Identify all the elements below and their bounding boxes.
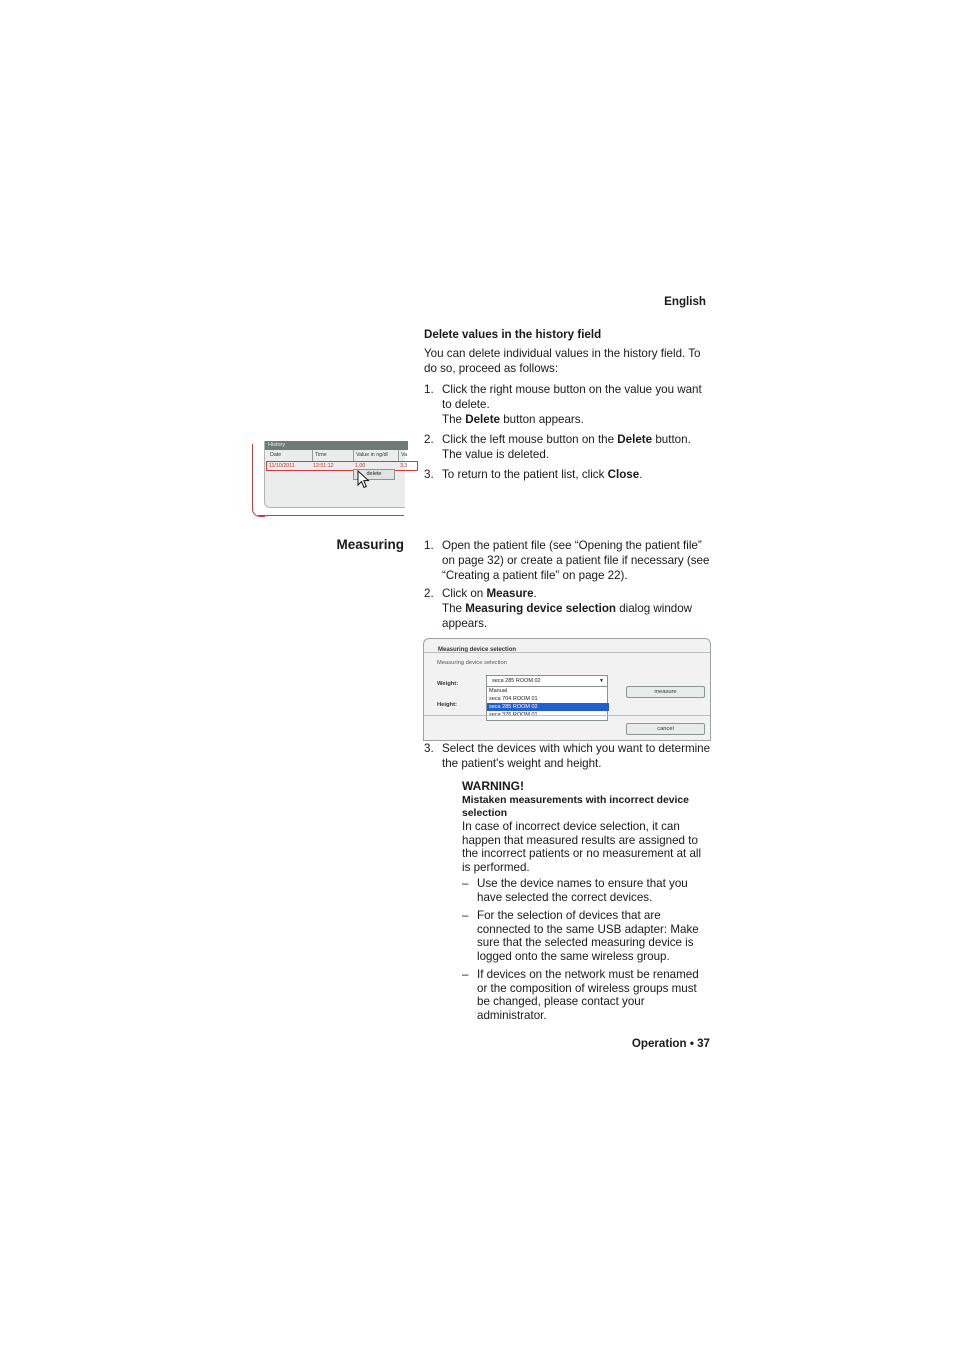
step-text: To return to the patient list, click Close. (442, 468, 643, 481)
warning-subtitle: Mistaken measurements with incorrect device selection (462, 795, 689, 819)
device-option[interactable]: Manual (489, 688, 508, 694)
step-text: Click the left mouse button on the Delete button. (442, 433, 691, 446)
step-number: 1. (424, 383, 434, 396)
delete-step-3 (424, 467, 714, 482)
column-va: Va (398, 450, 407, 461)
measure-step-1 (424, 538, 714, 583)
step-number: 2. (424, 433, 434, 446)
divider (424, 652, 710, 653)
warning-body: In case of incorrect device selection, it can happen that measured results are assigned to the incorrect patients or no measurement at all is performed. (462, 820, 702, 874)
step-result: The value is deleted. (442, 448, 549, 461)
warning-bullet-1: – Use the device names to ensure that you have selected the correct devices. (462, 877, 712, 904)
column-time: Time (312, 450, 327, 461)
row-date: 11/10/2011 (269, 463, 295, 469)
warning-title: WARNING! (462, 779, 524, 793)
device-option[interactable]: seca 376 ROOM 01 (489, 712, 538, 718)
step-number: 1. (424, 539, 434, 552)
cancel-button[interactable]: cancel (626, 723, 705, 735)
height-label: Height: (437, 702, 457, 708)
column-date: Date (270, 452, 282, 458)
dropdown-arrow-icon[interactable]: ▼ (599, 678, 604, 684)
step-text: Open the patient file (see “Opening the patient file” on page 32) or create a patient file if necessary (see “Creating a patient file” on page 22). (442, 539, 710, 582)
measure-step-3 (424, 741, 714, 771)
selected-device: seca 285 ROOM 02 (492, 678, 541, 684)
history-row-selected[interactable] (266, 461, 418, 471)
step-text: Select the devices with which you want to determine the patient's weight and height. (442, 742, 711, 770)
step-result: The Measuring device selection dialog window appears. (442, 602, 693, 630)
row-value: 1.00 (355, 463, 366, 469)
weight-label: Weight: (437, 681, 459, 687)
page-footer: Operation • 37 (631, 1037, 710, 1050)
step-number: 3. (424, 742, 434, 755)
divider (424, 715, 710, 716)
warning-bullet-2: – For the selection of devices that are connected to the same USB adapter: Make sure that the selected measuring device is logged onto the same wireless group. (462, 909, 712, 963)
column-value: Value in ng/dl (353, 450, 388, 461)
step-number: 2. (424, 587, 434, 600)
section-title-delete-values: Delete values in the history field (424, 328, 602, 341)
row-time: 12:51:12 (313, 463, 334, 469)
step-result: The Delete button appears. (442, 413, 584, 426)
callout-bracket-line (258, 515, 404, 516)
warning-bullet-3: – If devices on the network must be renamed or the composition of wireless groups must be changed, please contact your administrator. (462, 968, 712, 1022)
dialog-title: Measuring device selection (438, 647, 517, 653)
bullet-text: If devices on the network must be renamed or the composition of wireless groups must be changed, please contact your administrator. (477, 968, 699, 1022)
device-option[interactable]: seca 704 ROOM 01 (489, 696, 538, 702)
bullet-text: For the selection of devices that are connected to the same USB adapter: Make sure that the selected measuring device is logged onto the same wireless group. (477, 909, 699, 963)
step-number: 3. (424, 468, 434, 481)
step-text: Click the right mouse button on the value you want to delete. (442, 383, 702, 411)
measure-button[interactable]: measure (626, 686, 705, 698)
measuring-heading: Measuring (336, 537, 404, 552)
history-field-screenshot (264, 441, 408, 508)
bullet-text: Use the device names to ensure that you have selected the correct devices. (477, 877, 688, 904)
device-option-selected[interactable]: seca 285 ROOM 02 (487, 703, 609, 711)
mouse-pointer-icon (357, 470, 371, 490)
history-title: History (265, 441, 408, 450)
history-column-headers (265, 450, 408, 461)
row-va: 3.3 (400, 463, 408, 469)
measure-step-2 (424, 586, 714, 631)
measuring-device-dialog (423, 638, 711, 741)
delete-step-2 (424, 432, 714, 462)
delete-intro: You can delete individual values in the history field. To do so, proceed as follows: (424, 347, 701, 375)
delete-context-button[interactable]: delete (353, 469, 395, 480)
language-label: English (664, 295, 706, 308)
delete-step-1 (424, 382, 714, 427)
step-text: Click on Measure. (442, 587, 537, 600)
dialog-subtitle: Measuring device selection (437, 660, 507, 666)
